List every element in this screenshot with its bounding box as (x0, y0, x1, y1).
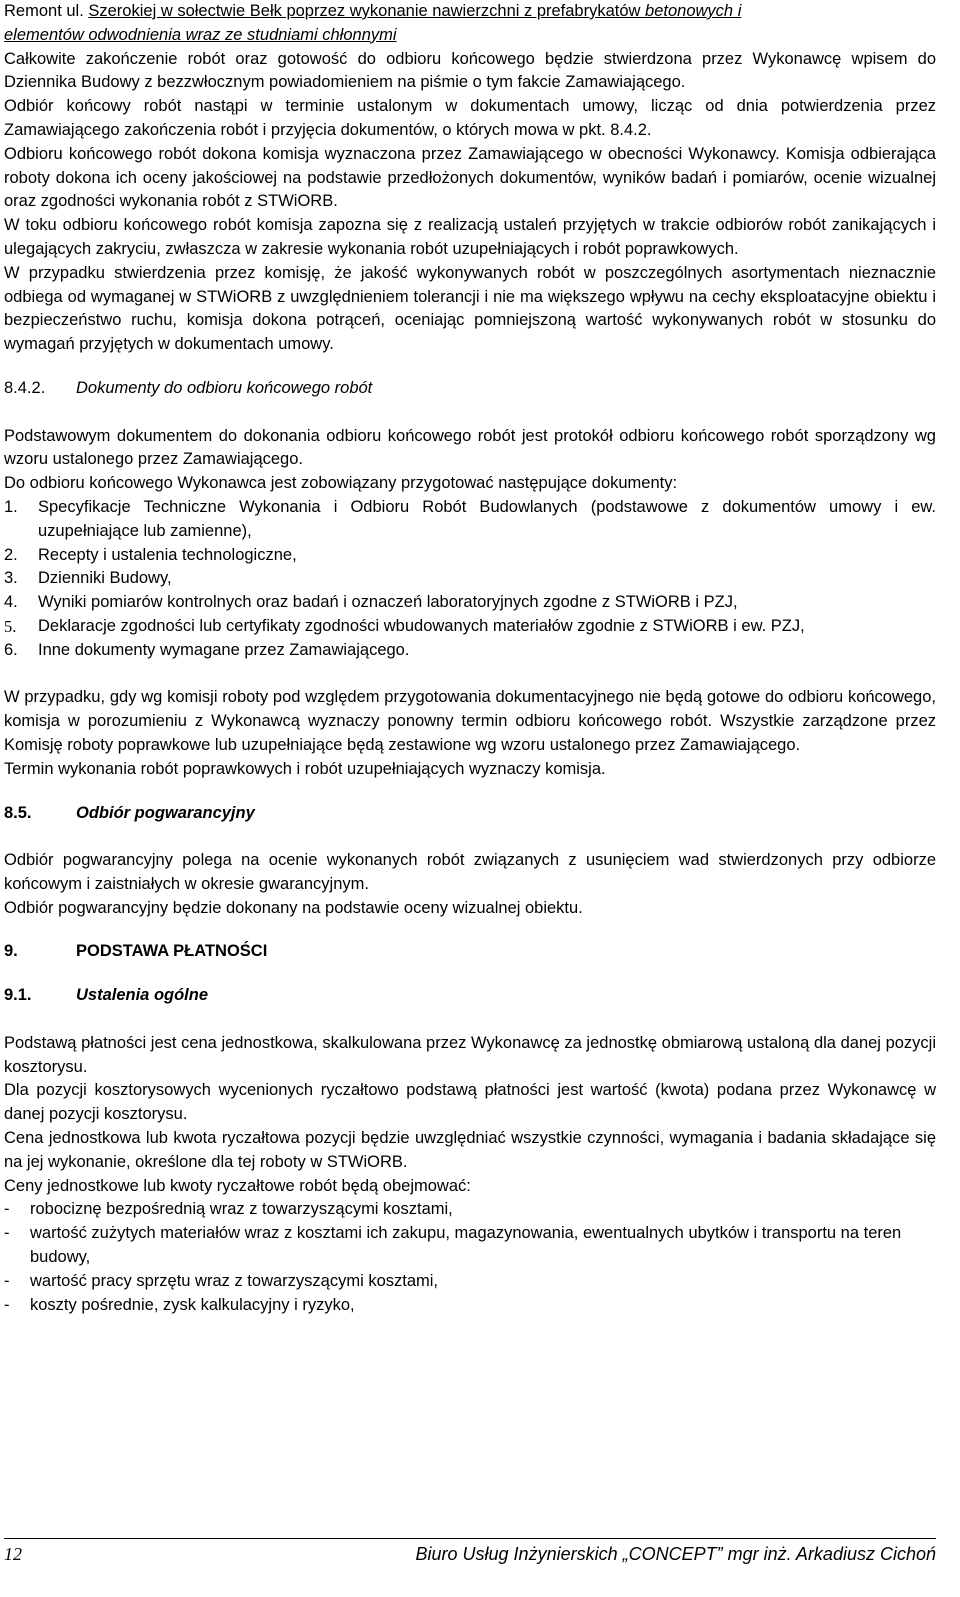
section-heading-8-5 (4, 802, 936, 826)
paragraph: Odbiór pogwarancyjny polega na ocenie wykonanych robót związanych z usunięciem wad stwierdzonych przy odbiorze końcowym i zaistniałych w okresie gwarancyjnym. (4, 851, 936, 893)
header-underlined: Szerokiej w sołectwie Bełk poprzez wykonanie nawierzchni z prefabrykatów (88, 2, 646, 20)
section-heading-8-4-2 (4, 377, 936, 401)
section-heading-9 (4, 940, 936, 964)
list-item: - wartość zużytych materiałów wraz z kosztami ich zakupu, magazynowania, ewentualnych ubytków i transportu na teren budowy, (4, 1224, 902, 1267)
paragraph: Odbioru końcowego robót dokona komisja wyznaczona przez Zamawiającego w obecności Wykonawcy. Komisja odbierająca roboty dokona ich oceny jakościowej na podstawie przedłożonych dokumentów, wyników badań i pomiarów, ocenie wizualnej oraz zgodności wykonania robót z STWiORB. (4, 144, 936, 211)
list-item: 3. Dzienniki Budowy, (4, 569, 172, 588)
header-prefix: Remont ul. (4, 2, 89, 20)
footer-company: Biuro Usług Inżynierskich „CONCEPT” mgr inż. Arkadiusz Cichoń (415, 1544, 936, 1564)
list-item: 4. Wyniki pomiarów kontrolnych oraz badań i oznaczeń laboratoryjnych zgodne z STWiORB i PZJ, (4, 593, 738, 612)
section-heading-9-1 (4, 984, 936, 1008)
section-number: 9. (4, 942, 18, 961)
section-number: 8.5. (4, 803, 32, 822)
running-header-line2 (4, 24, 936, 48)
list-item: 5. Deklaracje zgodności lub certyfikaty zgodności wbudowanych materiałów zgodnie z STWiORB i ew. PZJ, (4, 616, 805, 636)
section-title: Dokumenty do odbioru końcowego robót (76, 378, 373, 397)
list-item: 2. Recepty i ustalenia technologiczne, (4, 545, 297, 564)
cost-list (4, 1198, 936, 1317)
running-header (4, 0, 936, 24)
page-footer (4, 1538, 936, 1567)
paragraph: Podstawowym dokumentem do dokonania odbioru końcowego robót jest protokół odbioru końcowego robót sporządzony wg wzoru ustalonego przez Zamawiającego. (4, 426, 936, 469)
paragraph: Podstawą płatności jest cena jednostkowa, skalkulowana przez Wykonawcę za jednostkę obmiarową ustaloną dla danej pozycji kosztorysu. (4, 1033, 936, 1076)
paragraph: Całkowite zakończenie robót oraz gotowość do odbioru końcowego będzie stwierdzona przez Wykonawcę wpisem do Dziennika Budowy z bezzwłocznym powiadomieniem na piśmie o tym fakcie Zamawiającego. (4, 49, 936, 92)
paragraph: Ceny jednostkowe lub kwoty ryczałtowe robót będą obejmować: (4, 1176, 471, 1195)
document-page (4, 0, 936, 1317)
section-number: 8.4.2. (4, 378, 46, 397)
paragraph: Cena jednostkowa lub kwota ryczałtowa pozycji będzie uwzględniać wszystkie czynności, wymagania i badania składające się na jej wykonanie, określone dla tej roboty w STWiORB. (4, 1129, 936, 1171)
section-number: 9.1. (4, 986, 32, 1005)
paragraph: W przypadku stwierdzenia przez komisję, że jakość wykonywanych robót w poszczególnych asortymentach nieznacznie odbiega od wymaganej w STWiORB z uwzględnieniem tolerancji i nie ma większego wpływu na cechy eksploatacyjne obiektu i bezpieczeństwo ruchu, komisja dokona potrąceń, oceniając pomniejszoną wartość wykonywanych robót w stosunku do wymagań przyjętych w dokumentach umowy. (4, 263, 936, 354)
page-number: 12 (4, 1544, 22, 1564)
paragraph: Do odbioru końcowego Wykonawca jest zobowiązany przygotować następujące dokumenty: (4, 474, 678, 493)
paragraph: Odbiór pogwarancyjny będzie dokonany na podstawie oceny wizualnej obiektu. (4, 898, 583, 917)
list-item: - wartość pracy sprzętu wraz z towarzyszącymi kosztami, (4, 1271, 439, 1290)
list-item: - koszty pośrednie, zysk kalkulacyjny i ryzyko, (4, 1295, 355, 1314)
header-italic: betonowych i (645, 2, 742, 20)
section-title: Ustalenia ogólne (76, 986, 209, 1005)
list-item: 6. Inne dokumenty wymagane przez Zamawiającego. (4, 640, 410, 659)
document-list (4, 496, 936, 663)
paragraph: W przypadku, gdy wg komisji roboty pod względem przygotowania dokumentacyjnego nie będą gotowe do odbioru końcowego, komisja w porozumieniu z Wykonawcą wyznaczy ponowny termin odbioru końcowego robót. Wszystkie zarządzone przez Komisję roboty poprawkowe lub uzupełniające będą zestawione wg wzoru ustalonego przez Zamawiającego. (4, 688, 936, 754)
header-line2: elementów odwodnienia wraz ze studniami chłonnymi (4, 25, 397, 44)
paragraph: Odbiór końcowy robót nastąpi w terminie ustalonym w dokumentach umowy, licząc od dnia potwierdzenia przez Zamawiającego zakończenia robót i przyjęcia dokumentów, o których mowa w pkt. 8.4.2. (4, 97, 936, 139)
list-item: 1. Specyfikacje Techniczne Wykonania i Odbioru Robót Budowlanych (podstawowe z dokumentów umowy i ew. uzupełniające lub zamienne), (4, 497, 936, 540)
paragraph: Termin wykonania robót poprawkowych i robót uzupełniających wyznaczy komisja. (4, 759, 606, 778)
paragraph: Dla pozycji kosztorysowych wycenionych ryczałtowo podstawą płatności jest wartość (kwota) podana przez Wykonawcę w danej pozycji kosztorysu. (4, 1081, 936, 1124)
section-title: Odbiór pogwarancyjny (76, 803, 255, 822)
paragraph: W toku odbioru końcowego robót komisja zapozna się z realizacją ustaleń przyjętych w trakcie odbiorów robót zanikających i ulegających zakryciu, zwłaszcza w zakresie wykonania robót uzupełniających i robót poprawkowych. (4, 216, 936, 258)
list-item: - robociznę bezpośrednią wraz z towarzyszącymi kosztami, (4, 1200, 453, 1219)
section-title: PODSTAWA PŁATNOŚCI (76, 942, 268, 961)
